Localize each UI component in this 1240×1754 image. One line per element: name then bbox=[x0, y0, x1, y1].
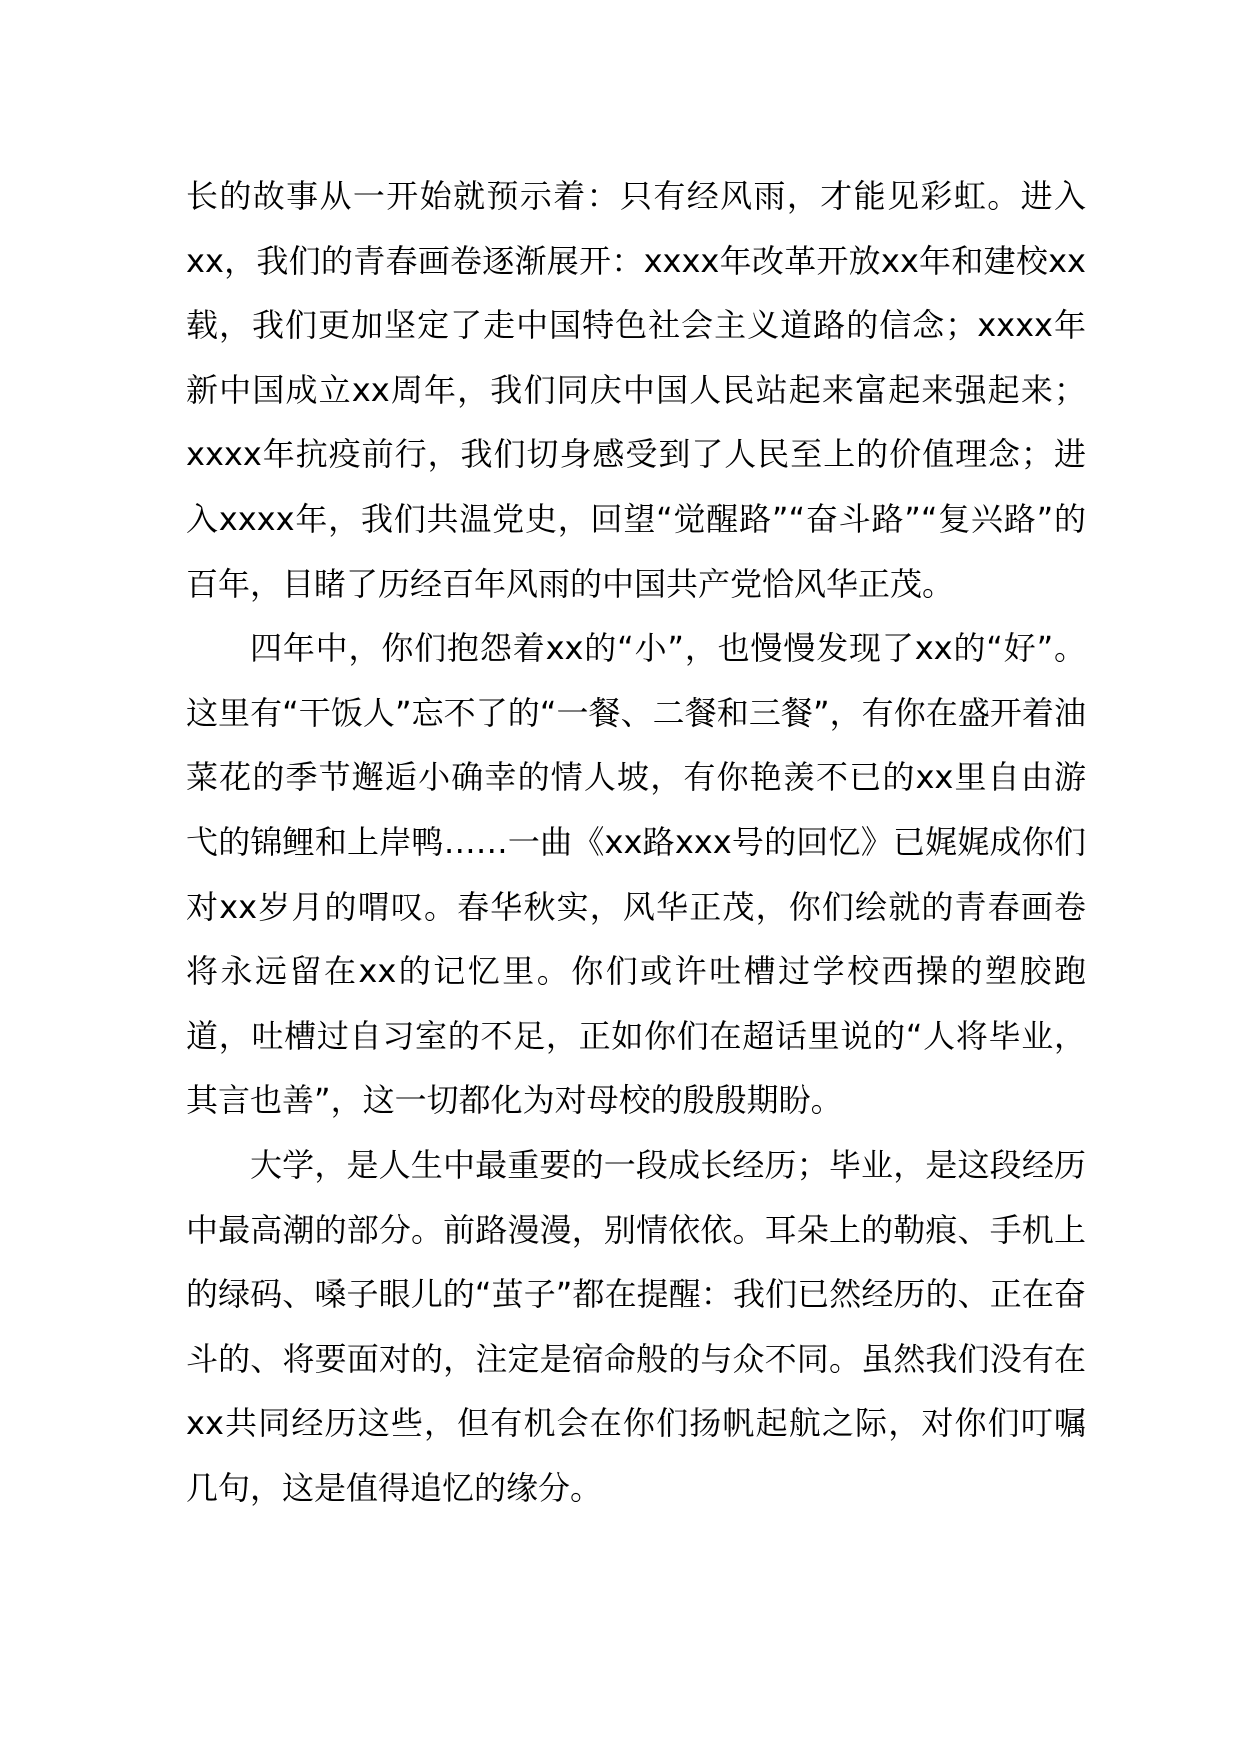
paragraph-university: 大学，是人生中最重要的一段成长经历；毕业，是这段经历中最高潮的部分。前路漫漫，别情依依。耳朵上的勒痕、手机上的绿码、嗓子眼儿的“茧子”都在提醒：我们已然经历的、正在奋斗的、将要面对的，注定是宿命般的与众不同。虽然我们没有在xx共同经历这些，但有机会在你们扬帆起航之际，对你们叮嘱几句，这是值得追忆的缘分。 bbox=[186, 1145, 1086, 1507]
body-text bbox=[186, 164, 1086, 1520]
paragraph-continued: 长的故事从一开始就预示着：只有经风雨，才能见彩虹。进入xx，我们的青春画卷逐渐展开：xxxx年改革开放xx年和建校xx载，我们更加坚定了走中国特色社会主义道路的信念；xxxx年新中国成立xx周年，我们同庆中国人民站起来富起来强起来；xxxx年抗疫前行，我们切身感受到了人民至上的价值理念；进入xxxx年，我们共温党史，回望“觉醒路”“奋斗路”“复兴路”的百年，目睹了历经百年风雨的中国共产党恰风华正茂。 bbox=[186, 177, 1086, 603]
paragraph-four-years: 四年中，你们抱怨着xx的“小”，也慢慢发现了xx的“好”。这里有“干饭人”忘不了的“一餐、二餐和三餐”，有你在盛开着油菜花的季节邂逅小确幸的情人坡，有你艳羡不已的xx里自由游弋的锦鲤和上岸鸭……一曲《xx路xxx号的回忆》已娓娓成你们对xx岁月的喟叹。春华秋实，风华正茂，你们绘就的青春画卷将永远留在xx的记忆里。你们或许吐槽过学校西操的塑胶跑道，吐槽过自习室的不足，正如你们在超话里说的“人将毕业，其言也善”，这一切都化为对母校的殷殷期盼。 bbox=[186, 629, 1086, 1120]
